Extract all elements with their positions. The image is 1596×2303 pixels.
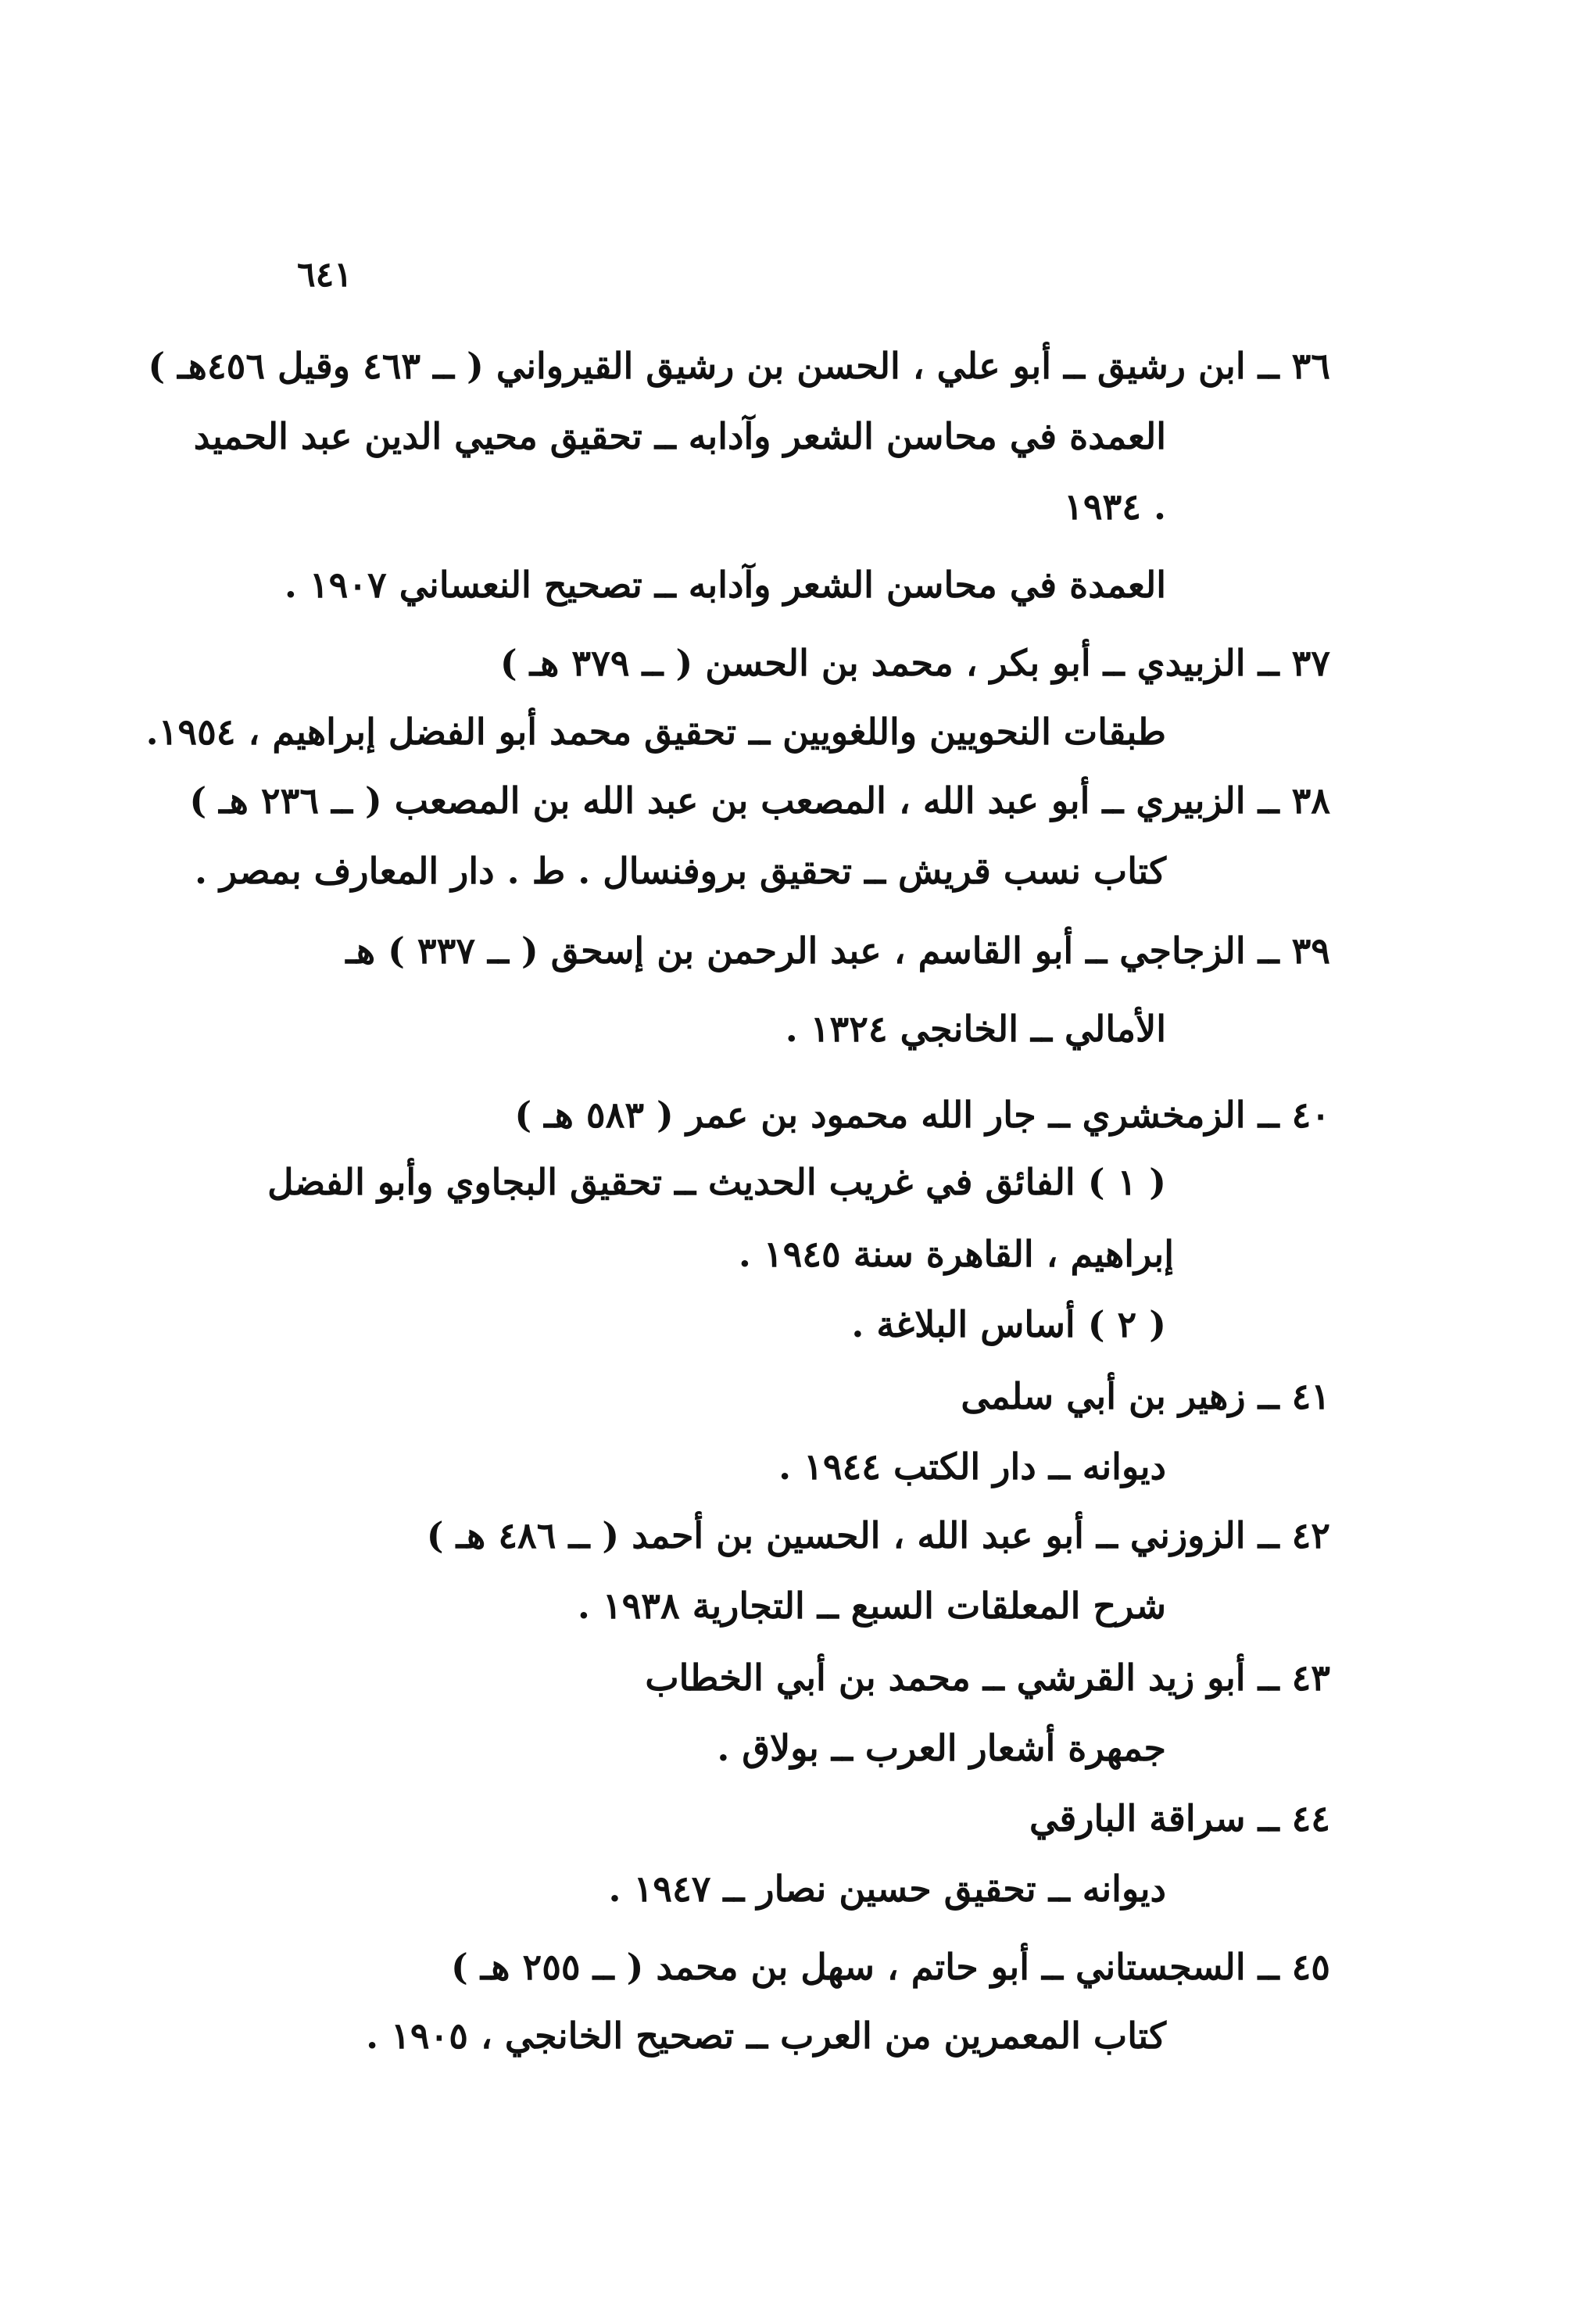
entry-40-work-1-cont: إبراهيم ، القاهرة سنة ١٩٤٥ . [738,1233,1174,1275]
entry-43-heading: ٤٣ ــ أبو زيد القرشي ــ محمد بن أبي الخطاب [645,1657,1330,1699]
entry-43-work-1: جمهرة أشعار العرب ــ بولاق . [717,1727,1166,1769]
entry-39-work-1: الأمالي ــ الخانجي ١٣٢٤ . [785,1008,1166,1050]
entry-40-work-1: ( ١ ) الفائق في غريب الحديث ــ تحقيق البجاوي وأبو الفضل [267,1161,1166,1203]
entry-41-heading: ٤١ ــ زهير بن أبي سلمى [961,1375,1330,1417]
page-number: ٦٤١ [297,255,352,295]
entry-45-work-1: كتاب المعمرين من العرب ــ تصحيح الخانجي ، ١٩٠٥ . [366,2015,1166,2057]
entry-40-heading: ٤٠ ــ الزمخشري ــ جار الله محمود بن عمر ( ٥٨٣ هـ ) [514,1094,1330,1136]
entry-40-work-2: ( ٢ ) أساس البلاغة . [851,1303,1166,1345]
entry-36-heading: ٣٦ ــ ابن رشيق ــ أبو علي ، الحسن بن رشيق القيرواني ( ــ ٤٦٣ وقيل ٤٥٦هـ ) [148,345,1330,387]
entry-38-heading: ٣٨ ــ الزبيري ــ أبو عبد الله ، المصعب بن عبد الله بن المصعب ( ــ ٢٣٦ هـ ) [189,779,1330,822]
entry-39-heading: ٣٩ ــ الزجاجي ــ أبو القاسم ، عبد الرحمن بن إسحق ( ــ ٣٣٧ ) هـ [345,929,1330,972]
entry-38-work-1: كتاب نسب قريش ــ تحقيق بروفنسال . ط . دار المعارف بمصر . [194,850,1166,892]
entry-37-work-1: طبقات النحويين واللغويين ــ تحقيق محمد أبو الفضل إبراهيم ، ١٩٥٤. [145,711,1166,753]
entry-36-work-1: العمدة في محاسن الشعر وآدابه ــ تحقيق محيي الدين عبد الحميد [193,415,1166,457]
entry-36-work-1-year: . ١٩٣٤ [1064,485,1166,528]
entry-41-work-1: ديوانه ــ دار الكتب ١٩٤٤ . [778,1445,1166,1488]
entry-44-work-1: ديوانه ــ تحقيق حسين نصار ــ ١٩٤٧ . [608,1868,1166,1910]
entry-44-heading: ٤٤ ــ سراقة البارقي [1029,1797,1330,1839]
entry-42-work-1: شرح المعلقات السبع ــ التجارية ١٩٣٨ . [577,1585,1166,1627]
entry-45-heading: ٤٥ ــ السجستاني ــ أبو حاتم ، سهل بن محمد ( ــ ٢٥٥ هـ ) [450,1946,1330,1988]
entry-37-heading: ٣٧ ــ الزبيدي ــ أبو بكر ، محمد بن الحسن ( ــ ٣٧٩ هـ ) [499,642,1330,684]
entry-42-heading: ٤٢ ــ الزوزني ــ أبو عبد الله ، الحسين بن أحمد ( ــ ٤٨٦ هـ ) [426,1514,1330,1556]
entry-36-work-2: العمدة في محاسن الشعر وآدابه ــ تصحيح النعساني ١٩٠٧ . [284,564,1166,606]
